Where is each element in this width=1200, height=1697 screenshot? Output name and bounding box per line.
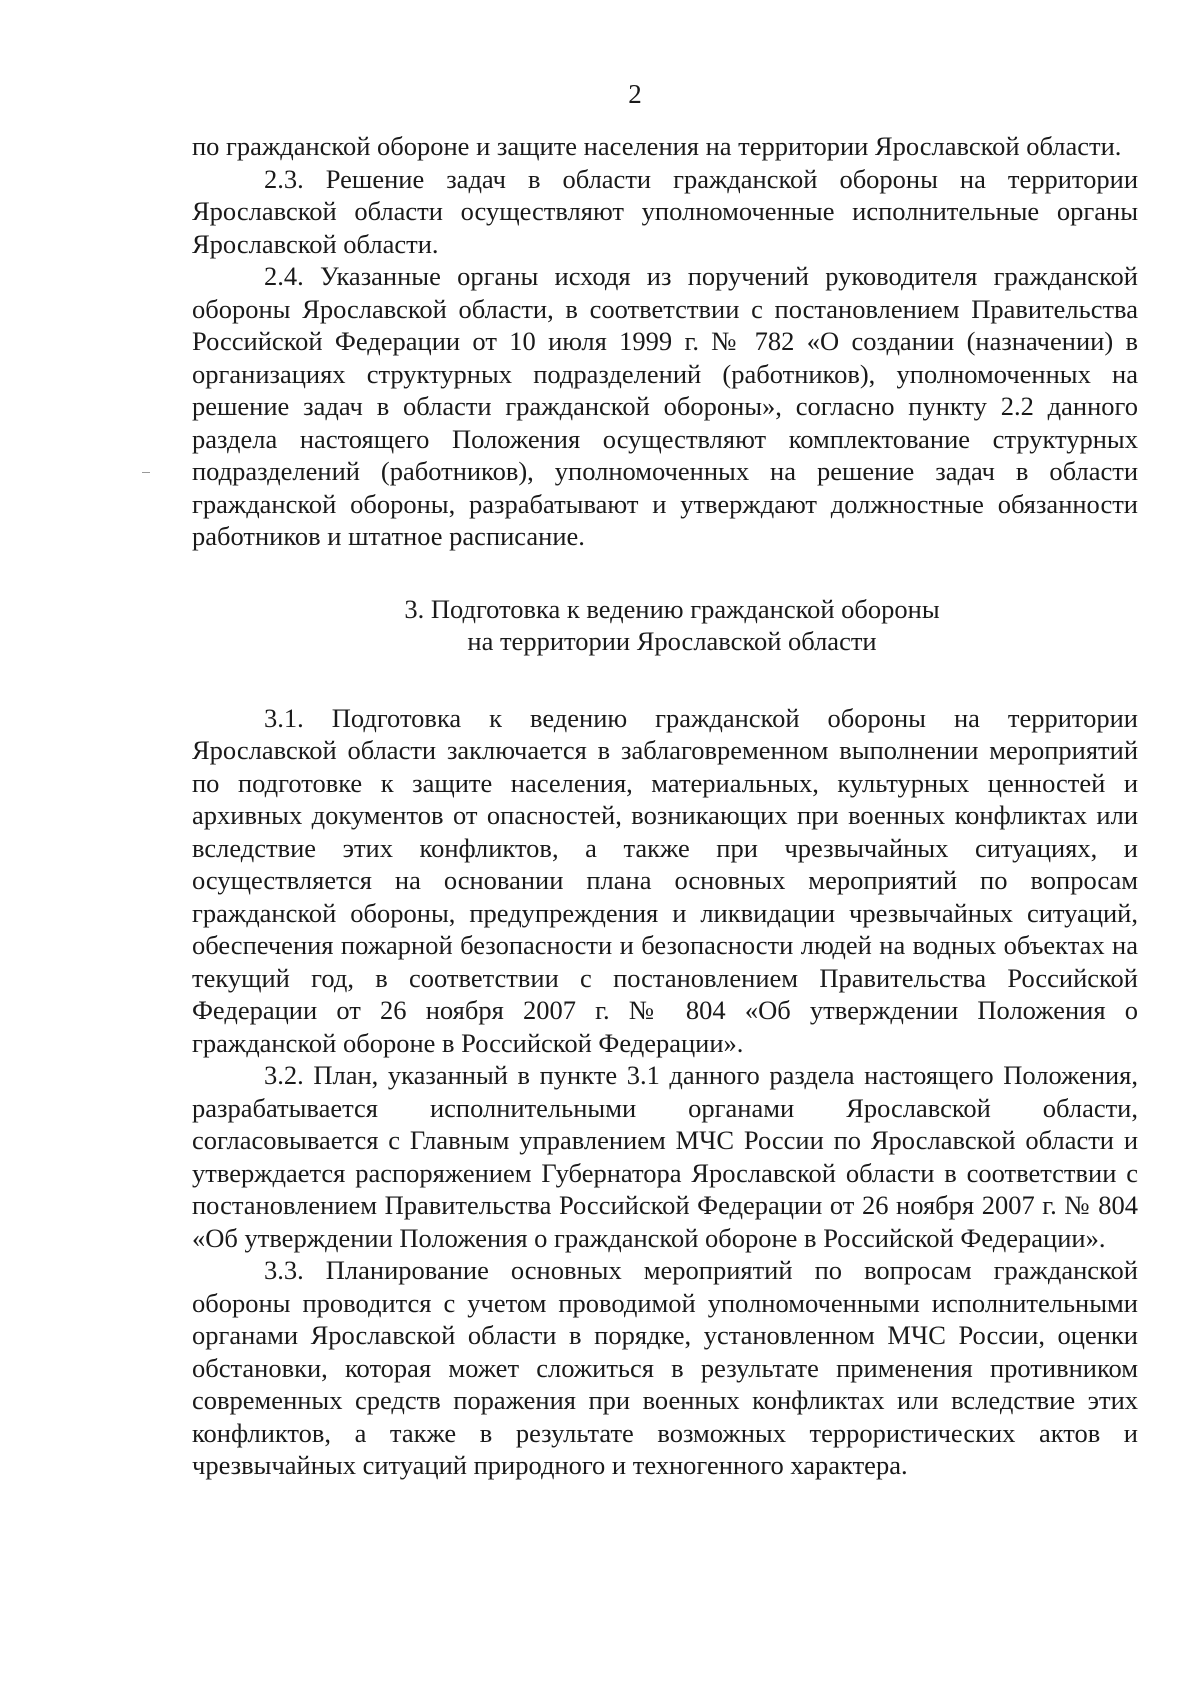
paragraph-3-1: 3.1. Подготовка к ведению гражданской обороны на территории Ярославской области заключается в заблаговременном выполнении мероприятий по подготовке к защите населения, материальных, культурных ценностей и архивных документов от опасностей, возникающих при военных конфликтах или вследствие этих конфликтов, а также при чрезвычайных ситуациях, и осуществляется на основании плана основных мероприятий по вопросам гражданской обороны, предупреждения и ликвидации чрезвычайных ситуаций, обеспечения пожарной безопасности и безопасности людей на водных объектах на текущий год, в соответствии с постановлением Правительства Российской Федерации от 26 ноября 2007 г. № 804 «Об утверждении Положения о гражданской обороне в Российской Федерации». — [192, 702, 1138, 1058]
section-heading — [192, 593, 1138, 658]
paragraph-continuation: по гражданской обороне и защите населения на территории Ярославской области. — [192, 131, 1122, 161]
margin-scan-mark — [142, 472, 150, 473]
document-body — [192, 130, 1138, 1482]
section-heading-line-2: на территории Ярославской области — [467, 626, 877, 656]
paragraph-3-2: 3.2. План, указанный в пункте 3.1 данного раздела настоящего Положения, разрабатывается исполнительными органами Ярославской области, согласовывается с Главным управлением МЧС России по Ярославской области и утверждается распоряжением Губернатора Ярославской области в соответствии с постановлением Правительства Российской Федерации от 26 ноября 2007 г. № 804 «Об утверждении Положения о гражданской обороне в Российской Федерации». — [192, 1060, 1138, 1253]
section-heading-line-1: 3. Подготовка к ведению гражданской обороны — [404, 593, 940, 624]
page-number: 2 — [628, 79, 642, 109]
paragraph-3-3: 3.3. Планирование основных мероприятий по вопросам гражданской обороны проводится с учетом проводимой уполномоченными исполнительными органами Ярославской области в порядке, установленном МЧС России, оценки обстановки, которая может сложиться в результате применения противником современных средств поражения при военных конфликтах или вследствие этих конфликтов, а также в результате возможных террористических актов и чрезвычайных ситуаций природного и техногенного характера. — [192, 1255, 1138, 1480]
paragraph-2-3: 2.3. Решение задач в области гражданской обороны на территории Ярославской области осуществляют уполномоченные исполнительные органы Ярославской области. — [192, 163, 1138, 259]
paragraph-2-4: 2.4. Указанные органы исходя из поручений руководителя гражданской обороны Ярославской области, в соответствии с постановлением Правительства Российской Федерации от 10 июля 1999 г. № 782 «О создании (назначении) в организациях структурных подразделений (работников), уполномоченных на решение задач в области гражданской обороны», согласно пункту 2.2 данного раздела настоящего Положения осуществляют комплектование структурных подразделений (работников), уполномоченных на решение задач в области гражданской обороны, разрабатывают и утверждают должностные обязанности работников и штатное расписание. — [192, 261, 1138, 551]
